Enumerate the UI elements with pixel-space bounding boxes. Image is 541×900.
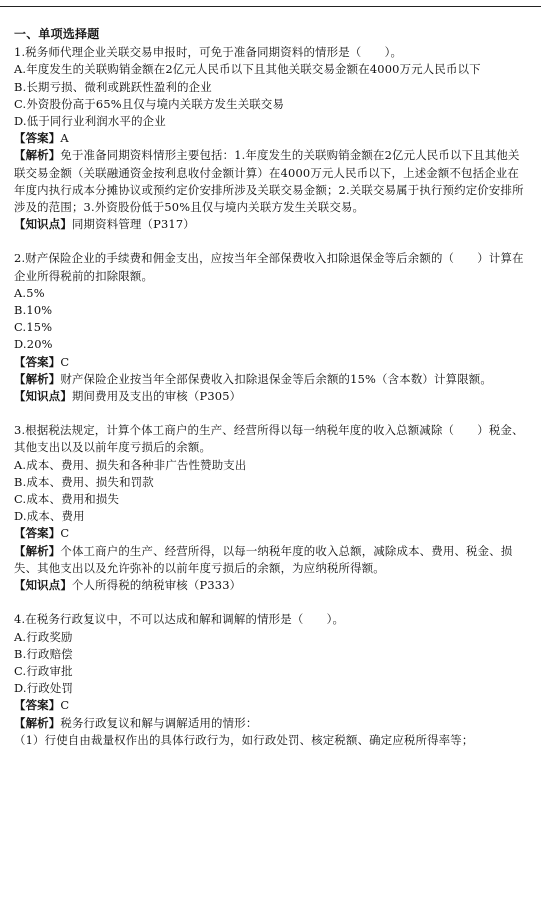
- analysis-label: 【解析】: [14, 148, 61, 163]
- analysis-text: 免于准备同期资料情形主要包括：1.年度发生的关联购销金额在2亿元人民币以下且其他关联交易金额（关联融通资金按利息收付金额计算）在4000万元人民币以下，上述金额不包括企业在年度内执行成本分摊协议或预约定价安排所涉及关联交易金额；2.关联交易属于执行预约定价安排所涉及的范围；3.外资股份低于50%且仅与境内关联方发生关联交易。: [14, 148, 524, 215]
- question-2: [14, 250, 529, 405]
- option-a: A.成本、费用、损失和各种非广告性赞助支出: [14, 457, 247, 472]
- answer-value: C: [60, 354, 70, 369]
- section-title: 一、单项选择题: [14, 27, 100, 41]
- analysis-label: 【解析】: [14, 715, 61, 730]
- knowledge-label: 【知识点】: [14, 389, 72, 404]
- knowledge-label: 【知识点】: [14, 217, 72, 232]
- option-d: D.20%: [14, 337, 53, 352]
- question-4: [14, 611, 529, 749]
- document-body: [14, 26, 529, 749]
- answer-line: [14, 697, 529, 714]
- knowledge-line: [14, 216, 529, 233]
- answer-line: [14, 525, 529, 542]
- option-d: D.行政处罚: [14, 681, 74, 696]
- answer-label: 【答案】: [14, 131, 61, 146]
- question-stem: 1.税务师代理企业关联交易申报时，可免于准备同期资料的情形是（ ）。: [14, 45, 403, 60]
- option-d: D.低于同行业利润水平的企业: [14, 114, 166, 129]
- option-d: D.成本、费用: [14, 509, 85, 524]
- analysis-label: 【解析】: [14, 543, 61, 558]
- option-a: A.年度发生的关联购销金额在2亿元人民币以下且其他关联交易金额在4000万元人民币以下: [14, 62, 481, 77]
- analysis-line: [14, 371, 529, 388]
- knowledge-text: 同期资料管理（P317）: [71, 217, 195, 232]
- option-a: A.5%: [14, 285, 45, 300]
- question-stem: 4.在税务行政复议中，不可以达成和解和调解的情形是（ ）。: [14, 612, 345, 627]
- question-gap: [14, 405, 529, 422]
- knowledge-text: 个人所得税的纳税审核（P333）: [71, 578, 242, 593]
- knowledge-label: 【知识点】: [14, 578, 72, 593]
- option-b: B.长期亏损、微利或跳跃性盈利的企业: [14, 79, 212, 94]
- analysis-extra-line: （1）行使自由裁量权作出的具体行政行为，如行政处罚、核定税额、确定应税所得率等；: [14, 732, 474, 747]
- answer-label: 【答案】: [14, 698, 61, 713]
- answer-label: 【答案】: [14, 526, 61, 541]
- option-b: B.行政赔偿: [14, 646, 73, 661]
- answer-line: [14, 354, 529, 371]
- question-3: [14, 422, 529, 594]
- option-c: C.15%: [14, 320, 53, 335]
- analysis-text: 财产保险企业按当年全部保费收入扣除退保金等后余额的15%（含本数）计算限额。: [60, 371, 492, 386]
- analysis-line: [14, 715, 529, 732]
- header-rule: [0, 6, 541, 7]
- answer-value: C: [60, 698, 70, 713]
- option-b: B.10%: [14, 303, 53, 318]
- question-gap: [14, 233, 529, 250]
- question-gap: [14, 594, 529, 611]
- answer-value: A: [60, 131, 69, 146]
- analysis-text: 税务行政复议和解与调解适用的情形：: [60, 715, 258, 730]
- question-stem: 2.财产保险企业的手续费和佣金支出，应按当年全部保费收入扣除退保金等后余额的（ ）计算在企业所得税前的扣除限额。: [14, 251, 524, 283]
- analysis-line: [14, 543, 529, 577]
- analysis-text: 个体工商户的生产、经营所得，以每一纳税年度的收入总额，减除成本、费用、税金、损失、其他支出以及允许弥补的以前年度亏损后的余额，为应纳税所得额。: [14, 543, 513, 575]
- knowledge-text: 期间费用及支出的审核（P305）: [71, 389, 242, 404]
- answer-value: C: [60, 526, 70, 541]
- knowledge-line: [14, 388, 529, 405]
- option-a: A.行政奖励: [14, 629, 73, 644]
- knowledge-line: [14, 577, 529, 594]
- question-stem: 3.根据税法规定，计算个体工商户的生产、经营所得以每一纳税年度的收入总额减除（ ）税金、其他支出以及以前年度亏损后的余额。: [14, 423, 524, 455]
- answer-label: 【答案】: [14, 354, 61, 369]
- option-c: C.外资股份高于65%且仅与境内关联方发生关联交易: [14, 96, 285, 111]
- option-c: C.成本、费用和损失: [14, 492, 120, 507]
- analysis-line: [14, 147, 529, 216]
- option-b: B.成本、费用、损失和罚款: [14, 474, 154, 489]
- answer-line: [14, 130, 529, 147]
- question-1: [14, 44, 529, 233]
- analysis-label: 【解析】: [14, 371, 61, 386]
- option-c: C.行政审批: [14, 663, 73, 678]
